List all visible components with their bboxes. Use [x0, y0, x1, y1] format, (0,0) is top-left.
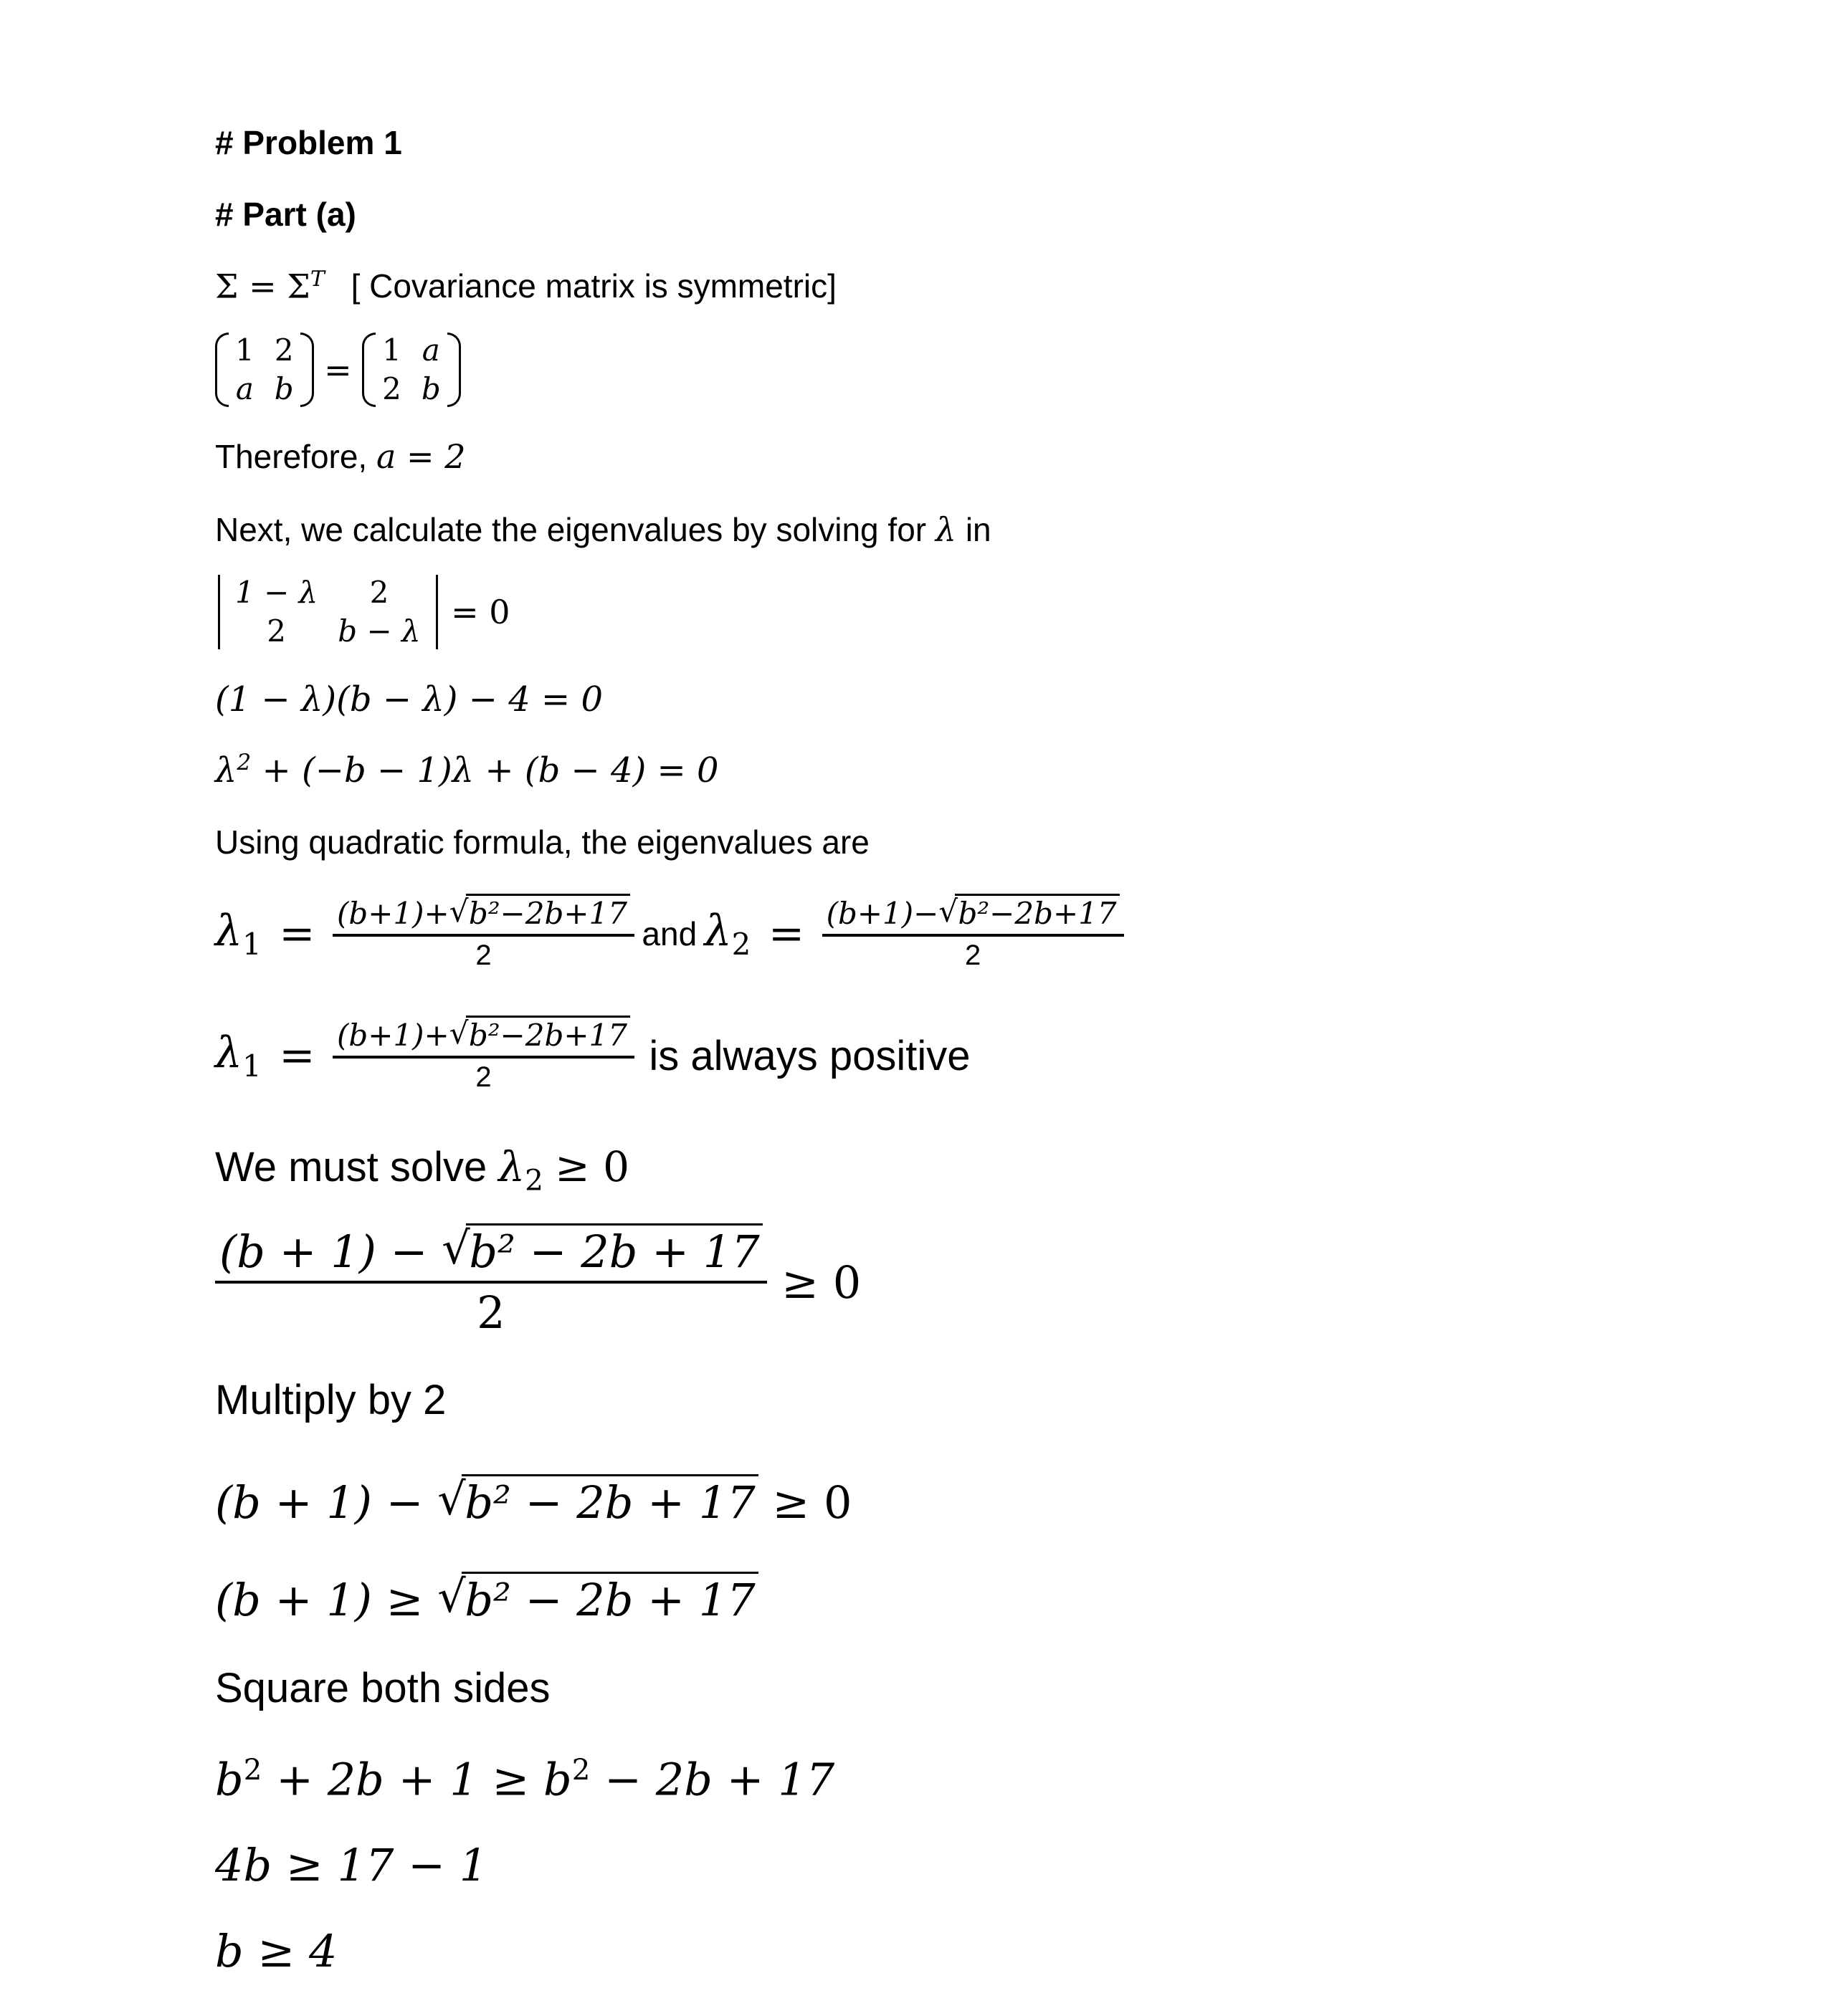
- quadratic-formula-text: Using quadratic formula, the eigenvalues are: [215, 823, 870, 861]
- det-cell: b − λ: [338, 613, 421, 649]
- and-text: and: [642, 915, 698, 952]
- radical-icon: √: [449, 1015, 469, 1051]
- therefore-equation: a = 2: [376, 437, 466, 476]
- matrix-right-cell: 1: [382, 333, 401, 368]
- matrix-left-cell: 1: [235, 333, 254, 368]
- matrix-left-cell: a: [235, 371, 254, 406]
- quadratic-equation: [215, 750, 719, 790]
- radical-icon: √: [449, 893, 469, 929]
- next-lambda: λ: [935, 510, 957, 549]
- big-fraction-denominator: 2: [477, 1286, 505, 1339]
- lambda1-positive-line: [215, 1015, 971, 1094]
- symmetry-equation: Σ = Σ: [215, 267, 310, 306]
- det-cell: 2: [369, 575, 389, 610]
- big-fraction-rhs: ≥ 0: [781, 1256, 862, 1309]
- final-result: b ≥ 4: [215, 1925, 338, 1977]
- matrix-right: [362, 331, 461, 409]
- quad-sup: 2: [237, 750, 252, 775]
- matrix-left: [215, 331, 314, 409]
- matrix-equality: [215, 331, 461, 409]
- expanded-equation: (1 − λ)(b − λ) − 4 = 0: [215, 679, 604, 720]
- must-solve-line: [215, 1142, 629, 1198]
- linear-inequality: 4b ≥ 17 − 1: [215, 1839, 488, 1891]
- part-heading: # Part (a): [215, 196, 356, 233]
- always-positive-text: is always positive: [649, 1032, 971, 1079]
- next-text: Next, we calculate the eigenvalues by solving for: [215, 511, 927, 548]
- matrix-right-cell: a: [422, 333, 440, 368]
- big-fraction-inequality: [215, 1222, 862, 1339]
- matrix-right-cell: b: [421, 371, 441, 406]
- must-solve-lambda: $\lambda_2$: [498, 1142, 543, 1198]
- next-in: in: [965, 511, 991, 548]
- squared-inequality: $b^2 + 2b + 1 \ge b^2 - 2b + 17$: [215, 1753, 835, 1806]
- eigenvalues-line: [215, 893, 1124, 972]
- lambda1-fraction: [333, 893, 634, 972]
- lambda2-equals: =: [768, 909, 805, 959]
- quad-rest: + (−b − 1)λ + (b − 4) = 0: [262, 750, 719, 790]
- big-fraction-numerator: (b + 1) − √ b² − 2b + 17: [215, 1226, 767, 1284]
- next-line: [215, 510, 991, 549]
- lambda1-numerator: (b+1)+ √ b²−2b+17: [333, 896, 634, 937]
- matrix-right-cell: 2: [382, 371, 401, 406]
- matrix-left-cell: b: [274, 371, 294, 406]
- lambda2-symbol: $\lambda_2$: [704, 906, 751, 962]
- transpose-sup: T: [310, 267, 325, 292]
- lambda1-symbol: $\lambda_1$: [215, 906, 262, 962]
- lambda2-fraction: [822, 893, 1124, 972]
- symmetry-note: [ Covariance matrix is symmetric]: [351, 267, 837, 305]
- radical-icon: √: [442, 1222, 470, 1275]
- big-fraction: [215, 1222, 767, 1339]
- radical-icon: √: [437, 1570, 466, 1623]
- lambda1-denominator: 2: [475, 1061, 492, 1093]
- det-rhs: = 0: [451, 593, 510, 631]
- therefore-line: [215, 437, 465, 476]
- det-cell: 1 − λ: [235, 575, 318, 610]
- lambda1-equals: =: [279, 909, 315, 959]
- multiplied-inequality: (b + 1) − √ b² − 2b + 17 ≥ 0: [215, 1473, 852, 1529]
- radical-icon: √: [938, 893, 958, 929]
- radical-icon: √: [437, 1473, 466, 1526]
- determinant: [215, 573, 441, 651]
- symmetry-line: [215, 267, 837, 305]
- lambda1-fraction: [333, 1015, 634, 1094]
- det-cell: 2: [267, 613, 286, 649]
- quad-lambda: λ: [215, 750, 237, 790]
- therefore-text: Therefore,: [215, 438, 368, 475]
- matrix-equals: =: [324, 350, 352, 389]
- matrix-left-cell: 2: [274, 333, 294, 368]
- problem-heading: # Problem 1: [215, 124, 402, 161]
- lambda2-denominator: 2: [964, 940, 981, 971]
- must-solve-text: We must solve: [215, 1144, 487, 1190]
- square-text: Square both sides: [215, 1665, 551, 1711]
- lambda2-numerator: (b+1)− √ b²−2b+17: [822, 896, 1124, 937]
- determinant-equation: [215, 573, 510, 651]
- multiply-text: Multiply by 2: [215, 1377, 447, 1423]
- lambda1-symbol: $\lambda_1$: [215, 1028, 262, 1084]
- must-solve-rhs: ≥ 0: [555, 1142, 630, 1191]
- lambda1-equals: =: [279, 1031, 315, 1081]
- lambda1-numerator: (b+1)+ √ b²−2b+17: [333, 1018, 634, 1059]
- lambda1-denominator: 2: [475, 940, 492, 971]
- sqrt-inequality: (b + 1) ≥ √ b² − 2b + 17: [215, 1574, 758, 1626]
